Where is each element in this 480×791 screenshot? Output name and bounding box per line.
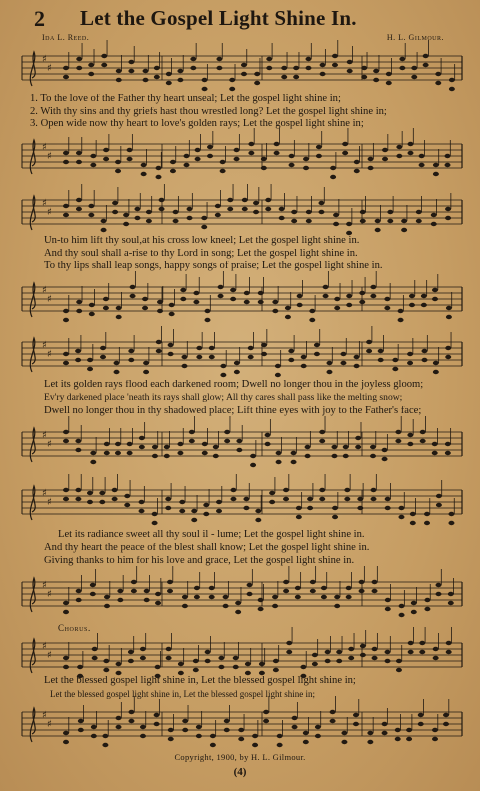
bass-staff-3 (0, 422, 480, 466)
lyric-line-1-1: 1. To the love of the Father thy heart unseal; Let the gospel light shine in; (30, 94, 341, 104)
lyric-line-2-3: To thy lips shall leap songs, happy songs of praise; Let the gospel light shine in. (44, 261, 383, 271)
lyric-line-1-3: 3. Open wide now thy heart to love's golden rays; Let the gospel light shine in; (30, 119, 364, 129)
treble-staff-4 (0, 480, 480, 524)
treble-staff-1 (0, 46, 480, 90)
svg-text:♯: ♯ (47, 151, 52, 162)
copyright-notice: Copyright, 1900, by H. L. Gilmour. (174, 752, 306, 762)
svg-text:♯: ♯ (47, 589, 52, 600)
hymn-title: Let the Gospel Light Shine In. (80, 6, 357, 30)
treble-staff-2 (0, 190, 480, 234)
svg-text:♯: ♯ (47, 497, 52, 508)
treble-staff-5 (0, 633, 480, 677)
chorus-bass-lyric: Let the blessed gospel light shine in, Let the blessed gospel light shine in; (50, 689, 315, 699)
svg-text:♯: ♯ (42, 580, 47, 591)
lyric-line-3-1: Let its golden rays flood each darkened room; Dwell no longer thou in the joyless gloom; (44, 380, 424, 390)
svg-text:♯: ♯ (42, 641, 47, 652)
lyric-line-4-2: And thy heart the peace of the blest shall know; Let the gospel light shine in. (44, 543, 370, 553)
svg-text:♯: ♯ (47, 63, 52, 74)
svg-text:♯: ♯ (47, 719, 52, 730)
lyric-line-2-2: And thy soul shall a-rise to thy Lord in song; Let the gospel light shine in. (44, 249, 358, 259)
chorus-label: Chorus. (58, 623, 91, 633)
composer-credit: H. L. Gilmour. (386, 33, 444, 42)
svg-text:♯: ♯ (42, 340, 47, 351)
bass-staff-2 (0, 277, 480, 321)
svg-text:♯: ♯ (42, 488, 47, 499)
svg-text:♯: ♯ (47, 650, 52, 661)
lyric-line-3-3: Dwell no longer thou in thy shadowed place; Lift thine eyes with joy to the Father's face; (44, 406, 422, 416)
bass-staff-5 (0, 702, 480, 746)
chorus-lyric-line: Let the blessed gospel light shine in, Let the blessed gospel light shine in; (44, 676, 356, 686)
bass-staff-4 (0, 572, 480, 616)
treble-staff-3 (0, 332, 480, 376)
hymn-number: 2 (34, 6, 45, 31)
svg-text:♯: ♯ (47, 349, 52, 360)
lyric-line-3-2: Ev'ry darkened place 'neath its rays shall glow; All thy cares shall pass like the melting snow; (44, 393, 403, 403)
bass-staff-1 (0, 134, 480, 178)
svg-text:♯: ♯ (42, 54, 47, 65)
lyric-line-1-2: 2. With thy sins and thy griefs hast thou wrestled long? Let the gospel light shine in; (30, 107, 387, 117)
svg-text:♯: ♯ (42, 430, 47, 441)
svg-text:♯: ♯ (47, 294, 52, 305)
svg-text:♯: ♯ (47, 439, 52, 450)
svg-text:♯: ♯ (42, 710, 47, 721)
svg-text:♯: ♯ (42, 142, 47, 153)
lyric-line-2-1: Un-to him lift thy soul,at his cross low kneel; Let the gospel light shine in. (44, 236, 360, 246)
lyric-line-4-3: Giving thanks to him for his love and grace, Let the gospel light shine in. (44, 556, 355, 566)
lyric-line-4-1: Let its radiance sweet all thy soul il - lume; Let the gospel light shine in. (58, 530, 365, 540)
svg-text:♯: ♯ (42, 285, 47, 296)
page-number: (4) (233, 766, 247, 778)
lyricist-credit: Ida L. Reed. (42, 33, 90, 42)
svg-text:♯: ♯ (42, 198, 47, 209)
svg-text:♯: ♯ (47, 207, 52, 218)
